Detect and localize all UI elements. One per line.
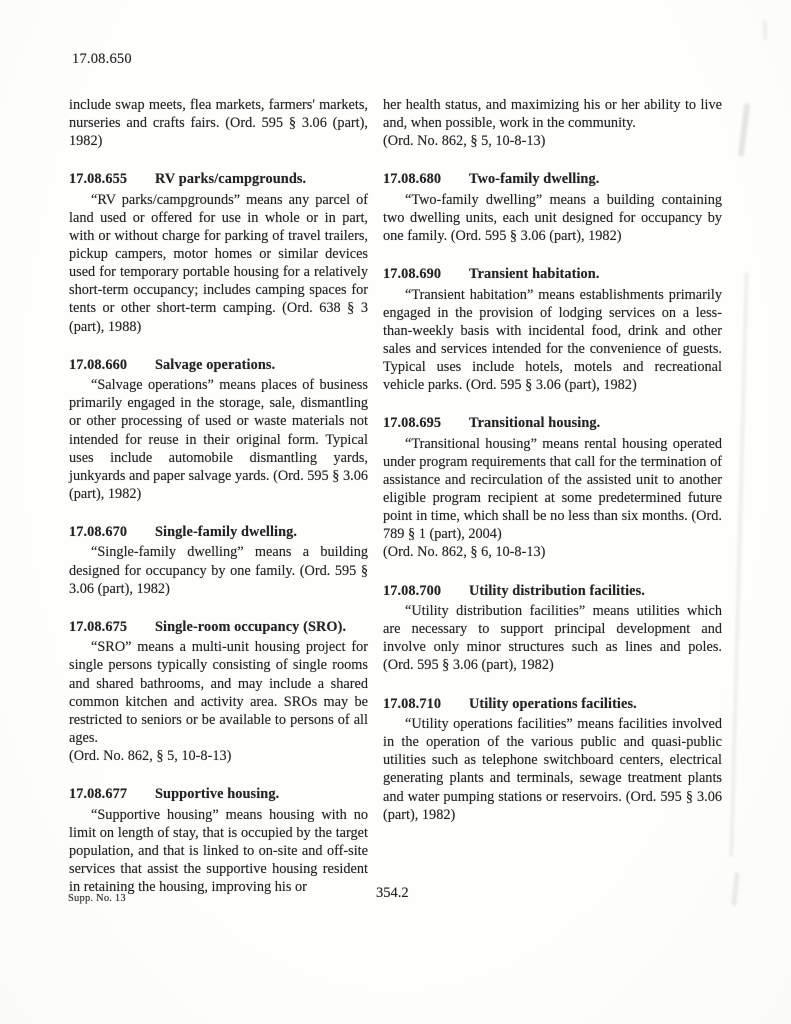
scan-artifact bbox=[729, 272, 748, 857]
right-column bbox=[383, 96, 722, 824]
section-number: 17.08.677 bbox=[69, 786, 128, 802]
section-title: Transient habitation. bbox=[469, 266, 600, 283]
paragraph: “Transient habitation” means establishments primarily engaged in the provision of lodging services on a less-than-weekly basis with incidental food, drink and other sales and services intended for the convenience of guests. Typical uses include hotels, motels and recreational vehicle parks. (Ord. 595 § 3.06 (part), 1982) bbox=[383, 286, 722, 394]
section-heading bbox=[69, 170, 368, 188]
paragraph: “Two-family dwelling” means a building containing two dwelling units, each unit designed for occupancy by one family. (Ord. 595 § 3.06 (part), 1982) bbox=[383, 191, 722, 245]
paragraph: include swap meets, flea markets, farmers' markets, nurseries and crafts fairs. (Ord. 595 § 3.06 (part), 1982) bbox=[69, 97, 368, 150]
section-number: 17.08.690 bbox=[383, 266, 442, 283]
section-heading bbox=[383, 170, 722, 188]
section-heading bbox=[69, 618, 368, 636]
section-heading bbox=[383, 265, 722, 283]
paragraph: (Ord. No. 862, § 5, 10-8-13) bbox=[383, 133, 546, 150]
section-title: RV parks/campgrounds. bbox=[155, 171, 307, 188]
footer-page-number: 354.2 bbox=[376, 885, 409, 901]
section-title: Supportive housing. bbox=[155, 786, 280, 802]
paragraph: (Ord. No. 862, § 6, 10-8-13) bbox=[383, 544, 546, 561]
section-title: Transitional housing. bbox=[469, 415, 601, 432]
section-heading bbox=[69, 785, 368, 803]
paragraph: “SRO” means a multi-unit housing project for single persons typically consisting of single rooms and shared bathrooms, and may include a shared common kitchen and activity area. SROs may be restricted to seniors or be available to persons of all ages. bbox=[69, 639, 368, 746]
section-number: 17.08.680 bbox=[383, 171, 442, 188]
scan-artifact bbox=[738, 103, 751, 157]
paragraph: (Ord. No. 862, § 5, 10-8-13) bbox=[69, 747, 232, 764]
section-heading bbox=[69, 356, 368, 374]
section-number: 17.08.710 bbox=[383, 695, 442, 712]
section-number: 17.08.695 bbox=[383, 415, 442, 432]
paragraph: “Transitional housing” means rental housing operated under program requirements that call for the termination of assistance and recirculation of the assisted unit to another eligible program recipient at some predetermined future point in time, which shall be no less than six months. (Ord. 789 § 1 (part), 2004) bbox=[383, 435, 722, 543]
section-heading bbox=[383, 695, 722, 713]
section-title: Single-room occupancy (SRO). bbox=[155, 618, 347, 635]
paragraph: “RV parks/campgrounds” means any parcel of land used or offered for use in whole or in part, with or without charge for parking of travel trailers, pickup campers, motor homes or similar devices used for temporary portable housing for a relatively short-term occupancy; includes camping spaces for tents or other short-term camping. (Ord. 638 § 3 (part), 1988) bbox=[69, 191, 368, 335]
paragraph: “Supportive housing” means housing with no limit on length of stay, that is occupied by the target population, and that is linked to on-site and off-site services that assist the supportive housing resident in retaining the housing, improving his or bbox=[69, 806, 368, 895]
paragraph: “Utility operations facilities” means facilities involved in the operation of the various public and quasi-public utilities such as telephone switchboard centers, electrical generating plants and terminals, sewage treatment plants and water pumping stations or reservoirs. (Ord. 595 § 3.06 (part), 1982) bbox=[383, 716, 722, 823]
section-number: 17.08.655 bbox=[69, 171, 128, 188]
section-number: 17.08.675 bbox=[69, 618, 128, 635]
footer-supplement-number: Supp. No. 13 bbox=[68, 893, 126, 904]
section-title: Single-family dwelling. bbox=[155, 523, 298, 540]
section-number: 17.08.660 bbox=[69, 356, 128, 373]
section-number: 17.08.670 bbox=[69, 523, 128, 540]
section-heading bbox=[383, 414, 722, 432]
section-title: Salvage operations. bbox=[155, 356, 276, 373]
paragraph: her health status, and maximizing his or her ability to live and, when possible, work in the community. bbox=[383, 97, 722, 132]
section-number: 17.08.700 bbox=[383, 582, 442, 599]
section-title: Utility distribution facilities. bbox=[469, 582, 645, 599]
page-header-section-number: 17.08.650 bbox=[72, 51, 132, 67]
paragraph: “Utility distribution facilities” means utilities which are necessary to support principal development and involve only minor structures such as lines and poles. (Ord. 595 § 3.06 (part), 1982) bbox=[383, 603, 722, 674]
section-title: Utility operations facilities. bbox=[469, 695, 637, 712]
section-heading bbox=[383, 582, 722, 600]
section-heading bbox=[69, 523, 368, 541]
paragraph: “Salvage operations” means places of business primarily engaged in the storage, sale, dismantling or other processing of used or waste materials not intended for reuse in their original form. Typical uses include automobile dismantling yards, junkyards and paper salvage yards. (Ord. 595 § 3.06 (part), 1982) bbox=[69, 377, 368, 502]
scan-artifact bbox=[731, 872, 740, 906]
section-title: Two-family dwelling. bbox=[469, 171, 600, 188]
scan-artifact bbox=[763, 20, 767, 40]
paragraph: “Single-family dwelling” means a building designed for occupancy by one family. (Ord. 595 § 3.06 (part), 1982) bbox=[69, 544, 368, 597]
left-column bbox=[69, 96, 368, 896]
